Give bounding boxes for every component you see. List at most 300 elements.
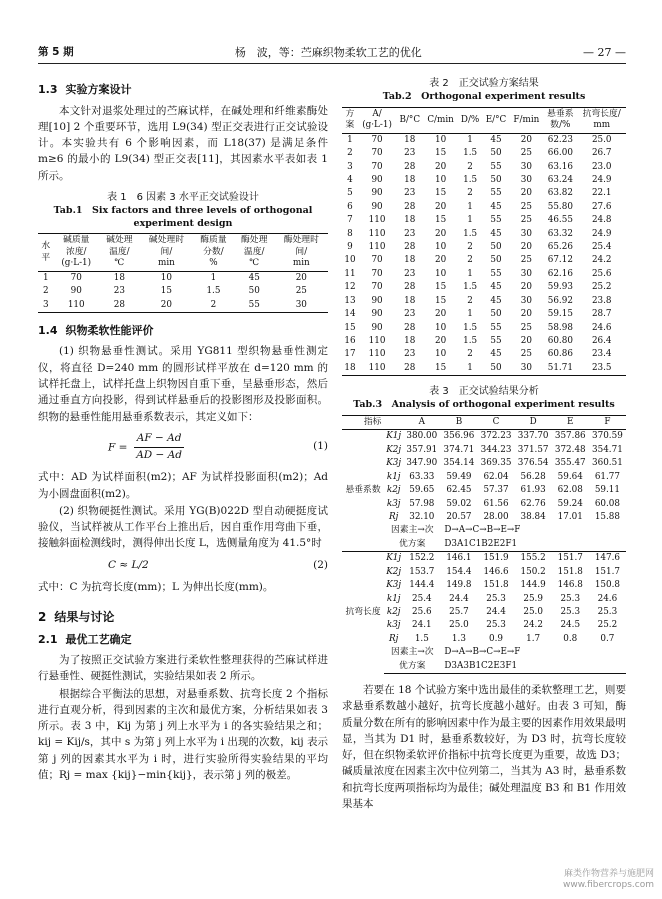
table-row — [342, 484, 626, 497]
table-cell: 61.93 — [520, 485, 546, 496]
table-cell: 347.90 — [406, 458, 438, 469]
table-cell: 25 — [520, 148, 532, 159]
table-cell: 20 — [434, 255, 447, 266]
table-cell: 1.5 — [463, 335, 478, 346]
table-cell: 1 — [210, 272, 217, 283]
watermark — [563, 869, 654, 892]
table-cell: 25.4 — [591, 242, 612, 253]
section-number: 1.4 — [38, 323, 58, 337]
paragraph: 式中：C 为抗弯长度(mm)；L 为伸出长度(mm)。 — [38, 581, 274, 594]
table-cell: 25.9 — [523, 593, 543, 604]
table-header-cell: C — [477, 416, 514, 430]
table-cell: 372.48 — [554, 444, 586, 455]
table-cell: 62.76 — [520, 498, 546, 509]
table-cell: 369.35 — [480, 458, 512, 469]
table-row — [342, 133, 626, 147]
table-header-cell: 酶处理 温度/ ℃ — [234, 234, 275, 271]
table-cell: 30 — [520, 161, 532, 172]
table-row — [342, 254, 626, 267]
table-cell: 25 — [520, 349, 532, 360]
table-cell: 17.01 — [557, 512, 583, 523]
table-row — [342, 619, 626, 632]
table-cell: 20.57 — [446, 512, 472, 523]
table-row — [342, 228, 626, 241]
table-cell: 18 — [113, 272, 125, 283]
table-header-cell: 碱处理时 间/ min — [140, 234, 193, 271]
table-cell: 2 — [467, 242, 473, 253]
paragraph: 式中：AD 为试样面积(m2)；AF 为试样投影面积(m2)；Ad 为小圆盘面积(m2)。 — [38, 471, 328, 500]
table-cell: 90 — [371, 174, 383, 185]
table-cell: 147.6 — [589, 552, 626, 566]
table-cell: 23 — [404, 309, 416, 320]
watermark-line: www.fibercrops.com — [563, 879, 654, 890]
table-row — [342, 593, 626, 606]
table-cell: 20 — [520, 335, 532, 346]
table-cell: 2 — [467, 349, 473, 360]
table-cell: 20 — [140, 299, 193, 313]
table-cell: 15 — [160, 286, 172, 297]
table-cell: 24.8 — [591, 215, 612, 226]
table-cell: 23 — [404, 228, 416, 239]
table-cell: 57.98 — [409, 498, 435, 509]
table-cell: 371.57 — [517, 444, 549, 455]
table-cell: 65.26 — [547, 242, 573, 253]
table-cell: 17 — [344, 349, 356, 360]
table-group-label: 悬垂系数 — [345, 485, 381, 496]
table-cell: 1.5 — [463, 174, 478, 185]
table-cell: 356.96 — [443, 431, 475, 442]
table-cell: 26.4 — [591, 335, 612, 346]
table-cell: 28 — [404, 322, 416, 333]
table-cell: K2j — [386, 566, 402, 577]
table-cell: 1.5 — [463, 282, 478, 293]
table-header-cell: C/min — [423, 107, 457, 133]
table-cell: 20 — [434, 228, 447, 239]
table-header-cell: 酶质量 分数/ % — [193, 234, 234, 271]
table-cell: 59.24 — [557, 498, 583, 509]
table-row — [342, 241, 626, 254]
table-cell: 6 — [347, 201, 353, 212]
section-number: 2 — [38, 609, 47, 624]
table-cell: 32.10 — [409, 512, 435, 523]
table-cell: 11 — [344, 268, 356, 279]
table-cell: 59.64 — [557, 471, 583, 482]
table-cell: 70 — [371, 161, 383, 172]
table-cell: 146.1 — [440, 552, 477, 566]
table-header-cell: 悬垂系 数/% — [543, 107, 577, 133]
table-row — [342, 498, 626, 511]
table-cell: 10 — [434, 322, 447, 333]
table-cell: 因素主→次 — [390, 647, 434, 658]
table-cell: 28 — [404, 161, 416, 172]
paragraph: 本文针对退浆处理过的苎麻试样，在碱处理和纤维素酶处理[10] 2 个重要环节，选用 L9(34) 型正交表进行正交试验设计。本实验共有 6 个影响因素，而 L18(37) 是满足条件 m≥6 的最小的 L9(34) 型正交表[11]，其因素水平表如表 1 所示。 — [38, 104, 328, 182]
table-cell: 27.6 — [591, 201, 612, 212]
formula-numerator: AF − Ad — [134, 431, 185, 448]
table-cell: 62.45 — [446, 485, 472, 496]
table-cell: 28 — [396, 362, 423, 376]
table-cell: 110 — [368, 228, 386, 239]
table-row — [38, 299, 328, 313]
table-cell: 30 — [275, 299, 328, 313]
table-cell: 2 — [467, 161, 473, 172]
table-cell: 28 — [404, 282, 416, 293]
table-cell: 24.9 — [591, 174, 612, 185]
formula-fraction — [134, 431, 185, 464]
table-cell: 337.70 — [517, 431, 549, 442]
table-row — [342, 457, 626, 470]
table-cell: 70 — [371, 255, 383, 266]
table-cell: 376.54 — [517, 458, 549, 469]
table-cell: 24.4 — [449, 593, 469, 604]
table-cell: 344.23 — [480, 444, 512, 455]
table-cell: 55 — [490, 215, 502, 226]
table-cell: 45 — [490, 295, 502, 306]
table-cell: 2 — [42, 286, 49, 297]
table-cell: 2 — [193, 299, 234, 313]
table2 — [342, 107, 626, 376]
left-column — [38, 76, 328, 879]
table-cell: 90 — [371, 295, 383, 306]
table-row — [38, 271, 328, 285]
table-cell: 55 — [490, 322, 502, 333]
table-cell: 15 — [434, 215, 447, 226]
table-row — [342, 214, 626, 227]
table-row — [342, 281, 626, 294]
table-cell: 380.00 — [406, 431, 438, 442]
section-2-heading — [38, 608, 328, 626]
table-cell: 18 — [404, 295, 416, 306]
table3-caption-cn: 表 3 正交试验结果分析 — [429, 386, 539, 398]
formula-denominator: AD − Ad — [136, 448, 182, 461]
table-cell: 15 — [434, 188, 447, 199]
table-cell: 1 — [467, 268, 473, 279]
table-cell: 23.0 — [591, 161, 612, 172]
paragraph: 根据综合平衡法的思想，对悬垂系数、抗弯长度 2 个指标进行直观分析，得到因素的主次和最优方案，分析结果如表 3 所示。表 3 中，Kij 为第 j 列上水平为 i 的各实验结果之和；kij = Kij/s，其中 s 为第 j 列上水平为 i 出现的次数，kij 表示第 j 列的因素其水平为 i 时，进行实验所得实验结果的平均值；Rj = max {kij}−min{kij}，表示第 j 列的极差。 — [38, 687, 328, 782]
table-cell: D→A→C→B→E→F — [444, 525, 521, 536]
section-title: 织物柔软性能评价 — [65, 323, 154, 337]
formula-lhs: F = — [108, 441, 128, 454]
table-cell: 149.8 — [446, 580, 472, 591]
formula-tag: (1) — [313, 440, 328, 453]
table-header-cell: B/°C — [396, 107, 423, 133]
table-cell: 22.1 — [591, 188, 612, 199]
table-header-cell: 抗弯长度/ mm — [577, 107, 626, 133]
table-cell: 50 — [490, 148, 502, 159]
table-cell: 15 — [423, 362, 457, 376]
table-row — [342, 660, 626, 674]
table-cell: 20 — [520, 282, 532, 293]
table-cell: 23.4 — [591, 349, 612, 360]
table-header-cell: 碱质量 浓度/ (g·L-1) — [54, 234, 99, 271]
table-cell: 25.0 — [591, 134, 612, 145]
table-cell: 58.98 — [547, 322, 573, 333]
table-cell: 50 — [248, 286, 260, 297]
table-cell: 18 — [404, 335, 416, 346]
table-cell: 15 — [434, 282, 447, 293]
table-header-cell: D — [515, 416, 552, 430]
table-cell: 23.8 — [591, 295, 612, 306]
table1 — [38, 233, 328, 313]
table-cell: 因素主→次 — [390, 525, 434, 536]
table-row — [342, 268, 626, 281]
table-cell: 16 — [344, 335, 356, 346]
table-cell: 63.24 — [547, 174, 573, 185]
table1-caption-cn: 表 1 6 因素 3 水平正交试验设计 — [107, 191, 259, 203]
table-header-cell: F — [589, 416, 626, 430]
table-cell: 110 — [368, 242, 386, 253]
table-cell: 优方案 — [384, 660, 440, 674]
table-cell: 28 — [404, 201, 416, 212]
table-cell: k1j — [386, 593, 401, 604]
table-cell: 57.37 — [483, 485, 509, 496]
right-column — [342, 76, 626, 879]
table-cell: 10 — [434, 174, 447, 185]
table-cell: 14 — [344, 309, 356, 320]
table-cell: 38.84 — [520, 512, 546, 523]
table-row — [342, 335, 626, 348]
table-row — [342, 348, 626, 361]
table-cell: 59.15 — [547, 309, 573, 320]
table-cell: 357.91 — [406, 444, 438, 455]
table-cell: 23.5 — [577, 362, 626, 376]
table-cell: 8 — [347, 228, 353, 239]
table-cell: 45 — [490, 349, 502, 360]
table-cell: 0.9 — [489, 633, 504, 644]
table-cell: 50 — [482, 362, 509, 376]
table-cell: 110 — [54, 299, 99, 313]
table-cell: 146.6 — [483, 566, 509, 577]
paragraph: 为了按照正交试验方案进行柔软性整理获得的苎麻试样进行悬垂性、硬挺性测试，实验结果如表 2 所示。 — [38, 654, 328, 683]
table-cell: 55 — [490, 161, 502, 172]
table-cell: 20 — [434, 309, 447, 320]
table-cell: 15 — [434, 295, 447, 306]
watermark-line: 麻类作物营养与施肥网 — [563, 868, 654, 879]
table-cell: 90 — [371, 309, 383, 320]
table-cell: 90 — [70, 286, 82, 297]
table-cell: 25.0 — [523, 606, 543, 617]
table-cell: 10 — [434, 242, 447, 253]
table-cell: 优方案 — [399, 538, 426, 549]
table-row — [342, 295, 626, 308]
formula-tag: (2) — [313, 558, 328, 571]
table-cell: 10 — [434, 268, 447, 279]
table-cell: 50 — [490, 309, 502, 320]
table-cell: 51.71 — [543, 362, 577, 376]
table-cell: K2j — [386, 444, 402, 455]
table-header-cell: 酶处理时 间/ min — [275, 234, 328, 271]
table-cell: 45 — [490, 134, 502, 145]
table-cell: 18 — [404, 255, 416, 266]
section-number: 2.1 — [38, 632, 58, 646]
table-cell: 25.3 — [597, 606, 618, 617]
table-cell: D→A→B→C→E→F — [444, 647, 521, 658]
table-cell: 154.4 — [446, 566, 472, 577]
table-cell: 1.5 — [463, 322, 478, 333]
table-cell: k2j — [386, 606, 401, 617]
table-cell: 46.55 — [547, 215, 573, 226]
table-cell: 20 — [434, 335, 447, 346]
table-cell: 15 — [434, 148, 447, 159]
section-title: 最优工艺确定 — [65, 632, 132, 646]
table-cell: 55 — [490, 268, 502, 279]
table1-caption-en: Tab.1 Six factors and three levels of orthogonal experiment design — [53, 204, 313, 229]
table-cell: 110 — [368, 349, 386, 360]
table-cell: 144.4 — [409, 580, 435, 591]
table-cell: 1.5 — [414, 633, 429, 644]
table-cell: k3j — [386, 620, 401, 631]
table2-caption-cn: 表 2 正交试验方案结果 — [429, 78, 539, 89]
table-cell: 55 — [234, 299, 275, 313]
table-cell: 2 — [467, 188, 473, 199]
table-cell: 70 — [371, 282, 383, 293]
table-cell: 25.7 — [449, 606, 469, 617]
paragraph: 若要在 18 个试验方案中选出最佳的柔软整理工艺，则要求悬垂系数越小越好，抗弯长度越小越好。由表 3 可知，酶质量分数在所有的影响因素中作为最主要的因素作用效果最明显，当其为 D1 时，悬垂系数较好，为 D3 时，抗弯长度较好，但在织物柔软评价指标中抗弯长度更为重要，故选 D3；碱质量浓度在因素主次中位列第二，当其为 A3 时，悬垂系数和抗弯长度两项指标均为最佳；碱处理温度 B3 和 B1 作用效果基本 — [342, 684, 626, 810]
table-cell: Rj — [389, 633, 399, 644]
table-cell: 56.28 — [520, 471, 546, 482]
table-cell: 70 — [371, 268, 383, 279]
table-row — [342, 322, 626, 335]
table-cell: 5 — [347, 188, 353, 199]
table-header-cell: D/% — [458, 107, 483, 133]
table-cell: 30 — [520, 295, 532, 306]
table-cell: 24.9 — [591, 228, 612, 239]
table2-caption-en: Tab.2 Orthogonal experiment results — [382, 91, 586, 102]
table-cell: 24.1 — [412, 620, 432, 631]
table-cell: 25 — [520, 322, 532, 333]
table-cell: 355.47 — [554, 458, 586, 469]
table-cell: 23 — [404, 268, 416, 279]
table-cell: 24.5 — [560, 620, 581, 631]
table-cell: 372.23 — [480, 431, 512, 442]
table-cell: 110 — [358, 362, 396, 376]
table-row — [342, 633, 626, 646]
table-cell: 1.3 — [451, 633, 466, 644]
table-cell: 1.7 — [526, 633, 541, 644]
table1-body — [38, 271, 328, 312]
table-row — [342, 606, 626, 619]
table-cell: 55.80 — [547, 201, 573, 212]
table-cell: 150.8 — [594, 580, 620, 591]
table-cell: 55 — [490, 335, 502, 346]
table-cell: 12 — [344, 282, 356, 293]
table-cell: 1.5 — [206, 286, 221, 297]
journal-issue: 第 5 期 — [38, 46, 74, 59]
table-cell: 59.49 — [446, 471, 472, 482]
table-cell: 110 — [368, 215, 386, 226]
table-cell: 1 — [347, 134, 353, 145]
table-cell: Rj — [389, 512, 399, 523]
table-cell: 3 — [38, 299, 54, 313]
table-cell: 60.86 — [547, 349, 573, 360]
table-cell: 28.00 — [483, 512, 509, 523]
table-cell: 28 — [99, 299, 140, 313]
table-row — [342, 161, 626, 174]
table-group-label: 抗弯长度 — [342, 552, 384, 674]
table-header-cell: E — [552, 416, 589, 430]
formula-1 — [38, 431, 328, 464]
table-row — [342, 430, 626, 444]
table-cell: 62.23 — [547, 134, 573, 145]
table-cell: 3 — [347, 161, 353, 172]
table-header-cell: 水 平 — [38, 234, 54, 271]
table-row — [342, 362, 626, 376]
table-row — [342, 187, 626, 200]
table-cell: 144.9 — [520, 580, 546, 591]
table-cell: 20 — [434, 201, 447, 212]
table-cell: 1 — [467, 309, 473, 320]
table-cell: 23 — [113, 286, 125, 297]
table-cell: 63.16 — [547, 161, 573, 172]
table-cell: 90 — [371, 188, 383, 199]
table-cell: 1.5 — [463, 228, 478, 239]
table-cell: k2j — [386, 485, 401, 496]
table-cell: 1 — [458, 362, 483, 376]
table-cell: 10 — [344, 255, 356, 266]
table-cell: 23 — [404, 148, 416, 159]
running-title: 杨 波，等：苎麻织物柔软工艺的优化 — [234, 45, 422, 59]
table-cell: 23 — [404, 188, 416, 199]
table-cell: 25 — [295, 286, 307, 297]
table-header-cell: 方 案 — [342, 107, 358, 133]
table-cell: 55 — [490, 188, 502, 199]
table-cell: 25.0 — [449, 620, 469, 631]
table-cell: 23 — [404, 349, 416, 360]
table-cell: 25.2 — [597, 620, 618, 631]
section-1-4-heading — [38, 323, 328, 340]
table-cell: 370.59 — [592, 431, 623, 442]
table-cell: 360.51 — [592, 458, 623, 469]
table-cell: 25 — [520, 255, 532, 266]
section-title: 结果与讨论 — [54, 609, 115, 624]
table-cell: 67.12 — [547, 255, 573, 266]
table-cell: 153.7 — [409, 566, 435, 577]
table-header-cell: F/min — [510, 107, 544, 133]
table-cell: 10 — [434, 134, 447, 145]
table-cell: 2 — [467, 255, 473, 266]
table-cell: 151.8 — [483, 580, 509, 591]
table-cell: 146.8 — [557, 580, 583, 591]
table-cell: 0.7 — [600, 633, 615, 644]
formula-body: C ≈ L/2 — [108, 558, 149, 571]
table-cell: k3j — [386, 498, 401, 509]
table-cell: 30 — [520, 228, 532, 239]
table-cell: 62.16 — [547, 268, 573, 279]
table-cell: 20 — [520, 134, 532, 145]
table-row — [342, 174, 626, 187]
page-number: — 27 — — [583, 45, 626, 59]
table-cell: 62.08 — [557, 485, 583, 496]
table-cell: 70 — [371, 148, 383, 159]
paragraph: (2) 织物硬挺性测试。采用 YG(B)022D 型自动硬挺度试验仪，当试样被从工作平台上推出后，因自重作用弯曲下垂，接触斜面检测线时，测得伸出长度 L，选侧量角度为 41.5°时 — [38, 504, 328, 550]
table-cell: 61.56 — [483, 498, 509, 509]
table-cell: 45 — [490, 201, 502, 212]
table-row — [342, 566, 626, 579]
table-cell: 1 — [467, 134, 473, 145]
table-cell: 4 — [347, 174, 353, 185]
table-cell: 25.3 — [486, 593, 506, 604]
table-cell: 20 — [520, 188, 532, 199]
table-cell: 25.2 — [591, 282, 612, 293]
table-cell: 90 — [371, 322, 383, 333]
table-header-cell: A/ (g·L-1) — [358, 107, 396, 133]
table-cell: 70 — [371, 134, 383, 145]
table-cell: 24.6 — [597, 593, 618, 604]
table-cell: 25 — [520, 215, 532, 226]
table-cell: 30 — [520, 268, 532, 279]
table-cell: 150.2 — [520, 566, 546, 577]
table-cell: 10 — [434, 349, 447, 360]
table-cell: 59.02 — [446, 498, 472, 509]
